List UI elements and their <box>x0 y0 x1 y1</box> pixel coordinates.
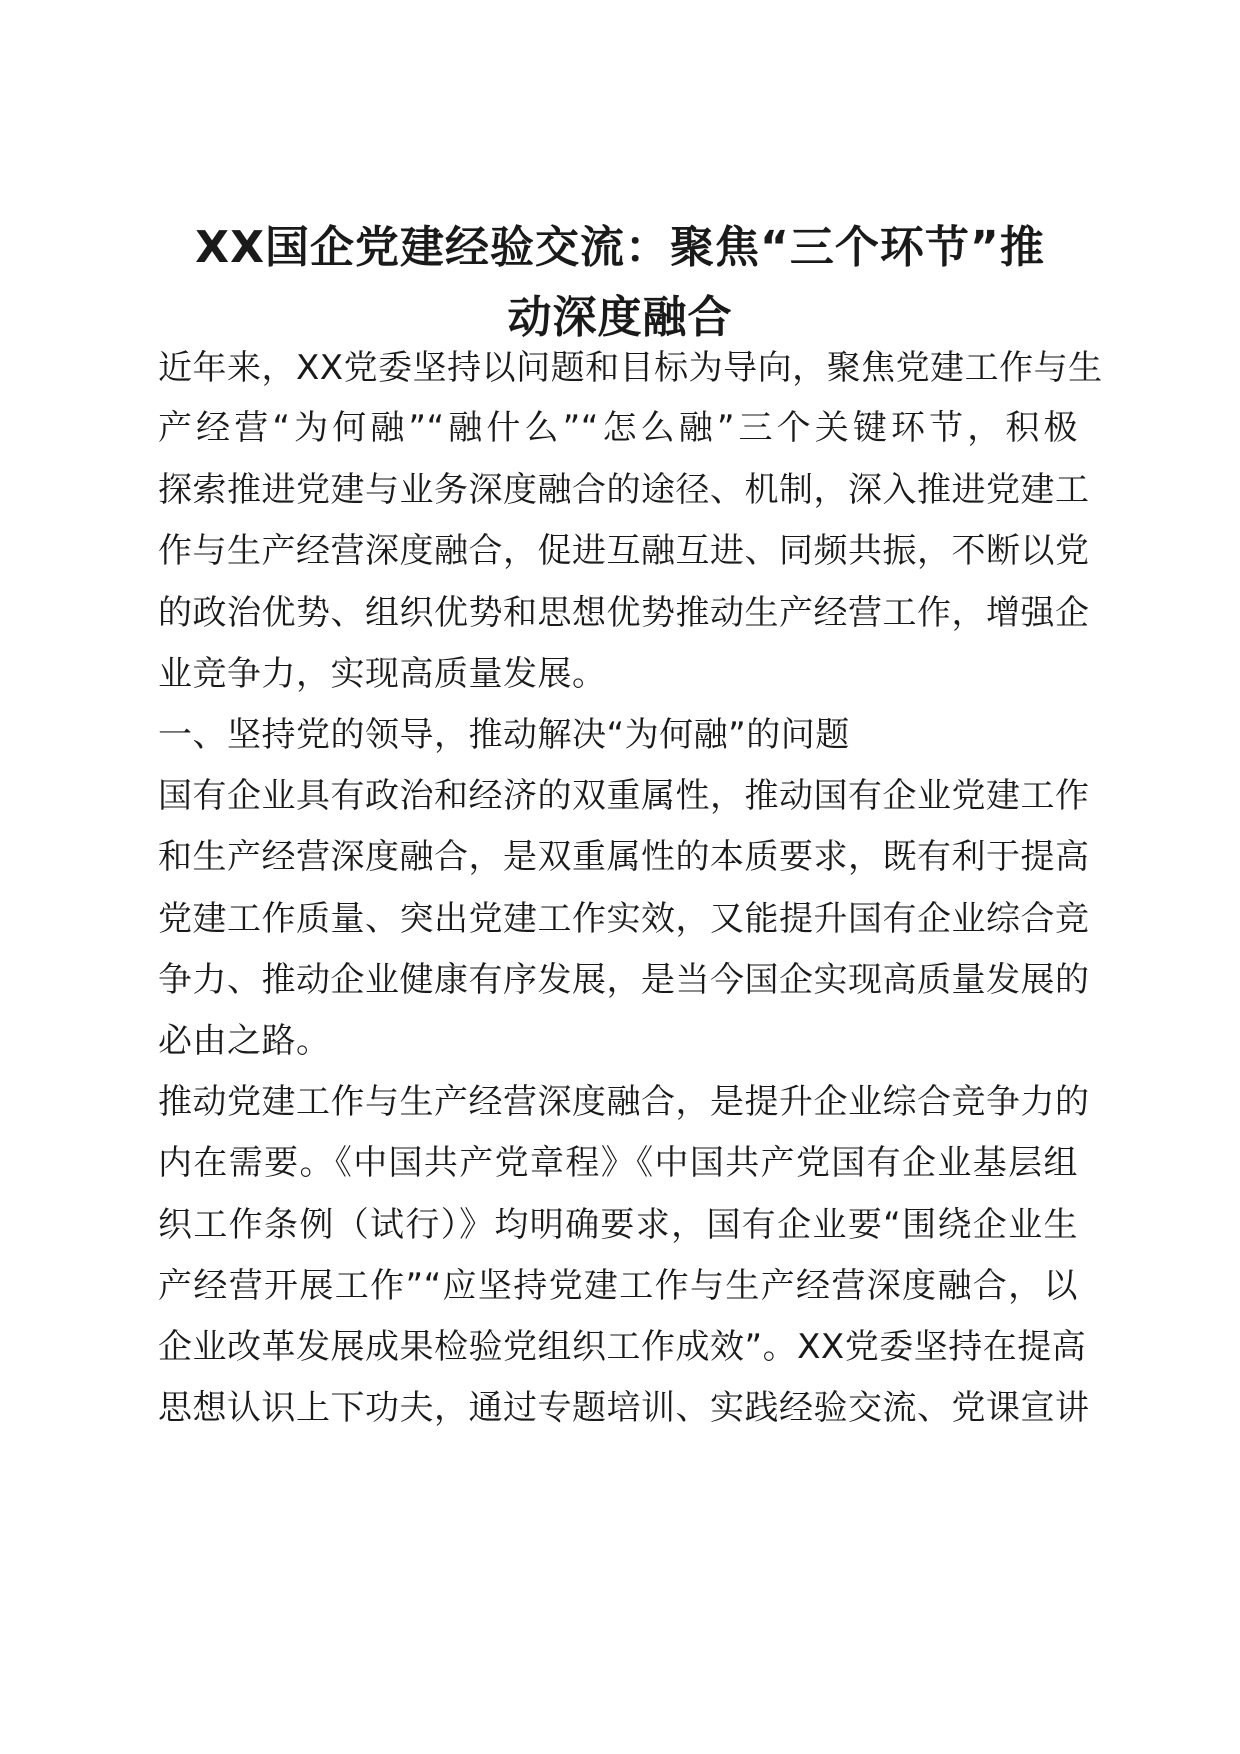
body-line: 织工作条例（试行）》均明确要求，国有企业要“围绕企业生 <box>158 1205 1078 1245</box>
body-line: 近年来，XX党委坚持以问题和目标为导向，聚焦党建工作与生 <box>158 348 1103 388</box>
body-line: 必由之路。 <box>158 1021 331 1061</box>
body-line: 作与生产经营深度融合，促进互融互进、同频共振，不断以党 <box>158 531 1090 571</box>
section-heading: 一、坚持党的领导，推动解决“为何融”的问题 <box>158 715 850 755</box>
body-line: 探索推进党建与业务深度融合的途径、机制，深入推进党建工 <box>158 470 1090 510</box>
body-line: 推动党建工作与生产经营深度融合，是提升企业综合竞争力的 <box>158 1082 1090 1122</box>
body-line: 产经营开展工作”“应坚持党建工作与生产经营深度融合，以 <box>158 1266 1078 1306</box>
title-line-2: 动深度融合 <box>507 292 733 343</box>
body-line: 的政治优势、组织优势和思想优势推动生产经营工作，增强企 <box>158 593 1090 633</box>
body-line: 和生产经营深度融合，是双重属性的本质要求，既有利于提高 <box>158 837 1090 877</box>
body-line: 国有企业具有政治和经济的双重属性，推动国有企业党建工作 <box>158 776 1090 816</box>
title-line-1: XX国企党建经验交流：聚焦“三个环节”推 <box>195 222 1045 273</box>
body-line: 产经营“为何融”“融什么”“怎么融”三个关键环节，积极 <box>158 408 1078 448</box>
body-line: 企业改革发展成果检验党组织工作成效”。XX党委坚持在提高 <box>158 1327 1087 1367</box>
body-line: 业竞争力，实现高质量发展。 <box>158 654 607 694</box>
body-line: 争力、推动企业健康有序发展，是当今国企实现高质量发展的 <box>158 960 1090 1000</box>
body-line: 内在需要。《中国共产党章程》《中国共产党国有企业基层组 <box>158 1143 1078 1183</box>
body-line: 思想认识上下功夫，通过专题培训、实践经验交流、党课宣讲 <box>158 1388 1090 1428</box>
body-line: 党建工作质量、突出党建工作实效，又能提升国有企业综合竞 <box>158 899 1090 939</box>
